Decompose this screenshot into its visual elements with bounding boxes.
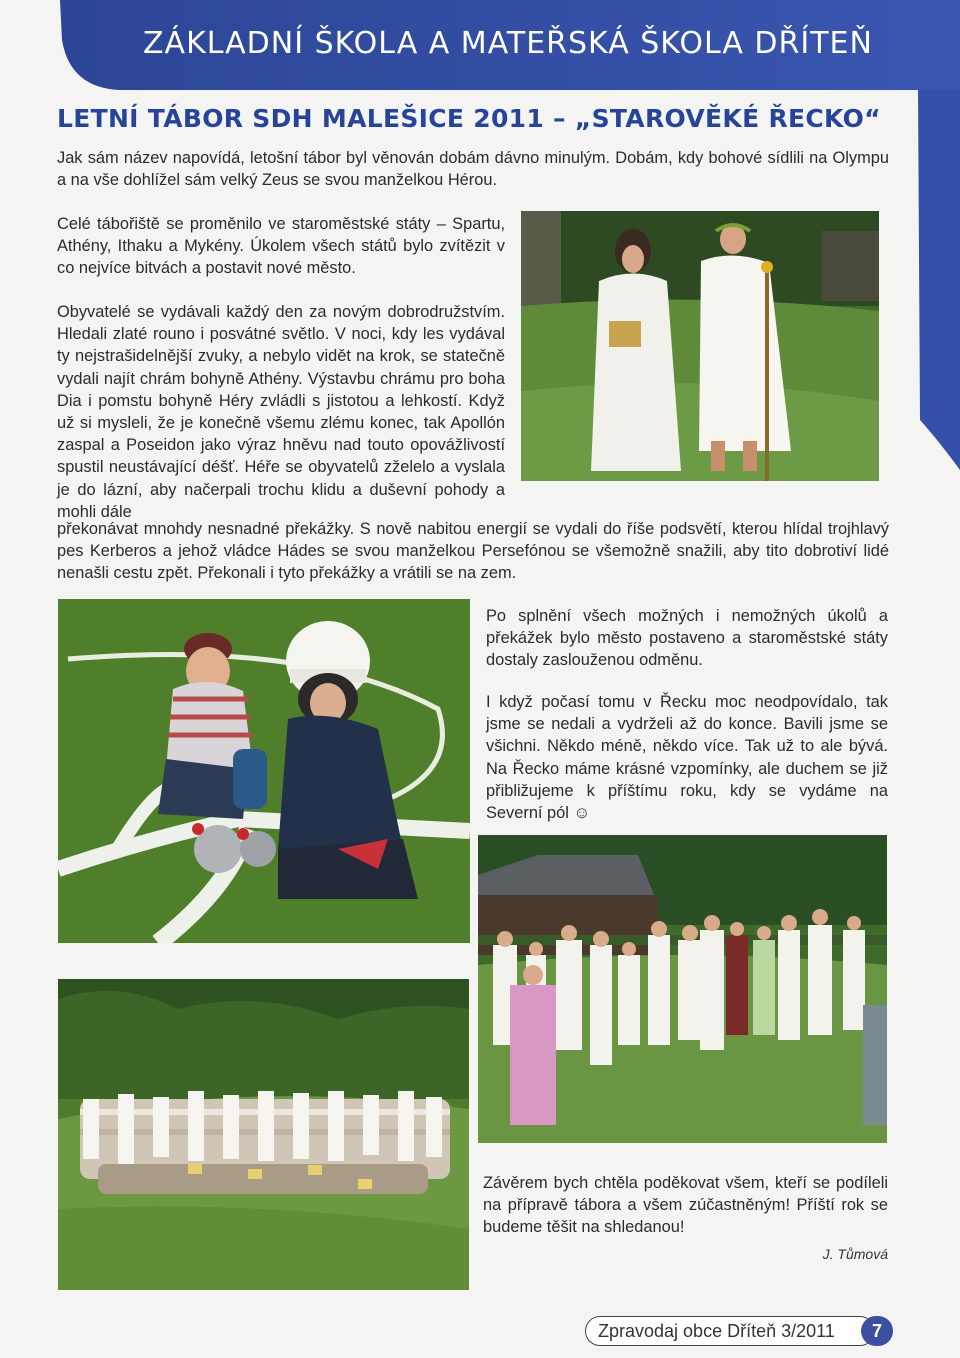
school-title: ZÁKLADNÍ ŠKOLA A MATEŘSKÁ ŠKOLA DŘÍTEŇ (143, 26, 873, 61)
article-title: LETNÍ TÁBOR SDH MALEŠICE 2011 – „STAROVĚKÉ ŘECKO“ (57, 104, 881, 133)
photo-group-togas (478, 835, 887, 1143)
paragraph-reward: Po splnění všech možných i nemožných úkolů a překážek bylo město postaveno a staroměstské státy dostaly zaslouženou odměnu. (486, 607, 888, 670)
photo-children-hose (58, 599, 470, 943)
paragraph-intro: Jak sám název napovídá, letošní tábor byl věnován dobám dávno minulým. Dobám, kdy bohové sídlili na Olympu a na vše dohlížel sám velký Zeus se svou manželkou Hérou. (57, 149, 889, 190)
page-footer (585, 1316, 907, 1346)
paragraph-adventure: Obyvatelé se vydávali každý den za novým dobrodružstvím. Hledali zlaté rouno i posvátné světlo. V noci, kdy les vydával ty nejstrašidelnější zvuky, a nebylo vidět na krok, se statečně vydali najít chrám bohyně Athény. Výstavbu chrámu pro boha Dia i pomstu bohyně Héry zvládli s jistotou a lehkostí. Když už si mysleli, že je konečně všemu zlému konec, tak Apollón zaspal a Poseidon jako výraz hněvu nad touto opovážlivostí spustil neustávající déšť. Héře se obyvatelů zželelo a vyslala je do lázní, aby načerpali trochu klidu a duševní pohody a mohli dále (57, 303, 505, 521)
footer-pill (585, 1316, 875, 1346)
right-decor-bar (918, 90, 960, 470)
paragraph-adventure-cont: překonávat mnohdy nesnadné překážky. S nově nabitou energií se vydali do říše podsvětí, kterou hlídal trojhlavý pes Kerberos a jehož vládce Hádes se svou manželkou Persefónou se všemožně snažili, aby tito dobrotiví lidé nenašli cestu zpět. Překonali i tyto překážky a vrátili se na zem. (57, 520, 889, 583)
page-number: 7 (861, 1316, 893, 1346)
photo-camp-group (58, 979, 469, 1290)
newsletter-name: Zpravodaj obce Dříteň 3/2011 (598, 1321, 835, 1341)
author-signature: J. Tůmová (822, 1246, 888, 1262)
photo-zeus-hera (521, 211, 879, 481)
paragraph-weather: I když počasí tomu v Řecku moc neodpovídalo, tak jsme se nedali a vydrželi až do konce. Bavili jsme se všichni. Někdo méně, někdo více. Tak už to ale bývá. Na Řecko máme krásné vzpomínky, ale duchem se již přibližujeme k příštímu roku, kdy se vydáme na Severní pól ☺ (486, 693, 888, 823)
paragraph-thanks: Závěrem bych chtěla poděkovat všem, kteří se podíleli na přípravě tábora a všem zúčastněným! Příští rok se budeme těšit na shledanou! (483, 1174, 888, 1237)
paragraph-camp: Celé tábořiště se proměnilo ve staroměstské státy – Spartu, Athény, Ithaku a Mykény. Úkolem všech států bylo zvítězit v co nejvíce bitvách a postavit nové město. (57, 215, 505, 278)
